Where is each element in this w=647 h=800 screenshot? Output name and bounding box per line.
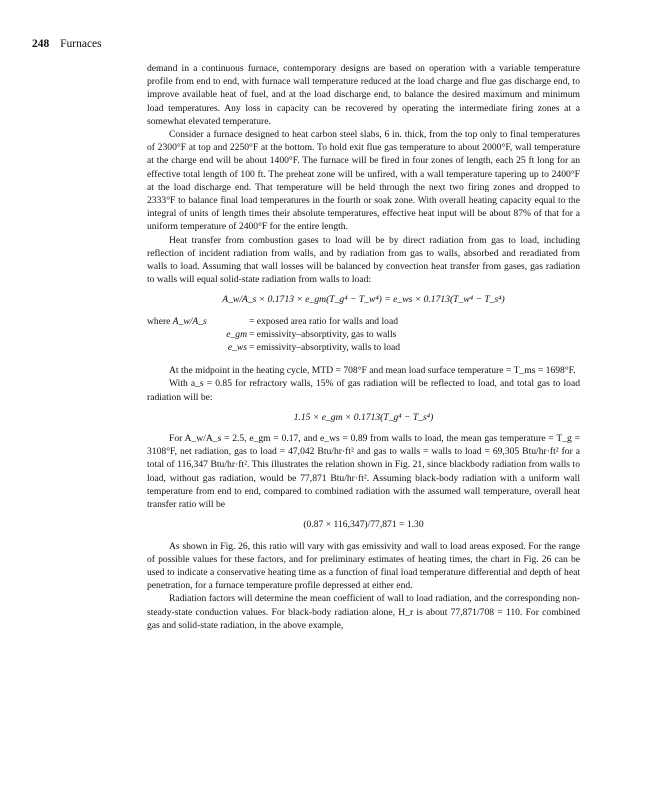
- paragraph: At the midpoint in the heating cycle, MTD = 708°F and mean load surface temperature = T_ms = 1698°F.: [169, 365, 576, 377]
- equation-heat-transfer-ratio: (0.87 × 116,347)/77,871 = 1.30: [303, 519, 424, 531]
- page-body: [147, 62, 580, 632]
- definition-item: [147, 341, 580, 354]
- definition-item: [147, 328, 580, 341]
- definition-symbol: e_gm: [226, 328, 247, 340]
- definition-text: = exposed area ratio for walls and load: [249, 315, 398, 327]
- paragraph: For A_w/A_s = 2.5, e_gm = 0.17, and e_ws = 0.89 from walls to load, the mean gas temperature = T_g = 3108°F, net radiation, gas to load = 47,042 Btu/hr·ft² and gas to walls = walls to load = 69,305 Btu/hr·ft² for a total of 116,347 Btu/hr·ft². This illustrates the relation shown in Fig. 21, since blackbody radiation from walls to load, without gas radiation, would be 77,871 Btu/hr·ft². Assuming black-body radiation with a uniform wall temperature from end to end, compared to combined radiation with the assumed wall temperature, overall heat transfer ratio will be: [147, 433, 580, 511]
- paragraph: As shown in Fig. 26, this ratio will vary with gas emissivity and wall to load areas exposed. For the range of possible values for these factors, and for preliminary estimates of heating times, the chart in Fig. 26 can be used to indicate a conservative heating time as a function of final load temperature differential and depth of heat penetration, for a furnace temperature profile depressed at either end.: [147, 540, 580, 592]
- page-number: 248: [32, 38, 50, 50]
- definition-item: [147, 315, 580, 328]
- definition-symbol: A_w/A_s: [172, 315, 207, 327]
- paragraph: With a_s = 0.85 for refractory walls, 15% of gas radiation will be reflected to load, and total gas to load radiation will be:: [147, 378, 580, 403]
- paragraph: Consider a furnace designed to heat carbon steel slabs, 6 in. thick, from the top only to final temperatures of 2300°F at top and 2250°F at the bottom. To hold exit flue gas temperature to about 2000°F, wall temperature at the charge end will be about 1400°F. The furnace will be fired in four zones of length, each 25 ft long for an effective total length of 100 ft. The preheat zone will be unfired, with a wall temperature tapering up to 2400°F at the load discharge end. That temperature will be held through the next two firing zones and dropped to 2333°F to balance final load temperatures in the fourth or soak zone. With overall heating capacity equal to the integral of units of length times their absolute temperatures, effective heat input will be about 87% of that for a uniform temperature of 2400°F for the entire length.: [147, 129, 580, 233]
- definition-text: = emissivity–absorptivity, gas to walls: [249, 328, 397, 340]
- equation-radiation-balance: A_w/A_s × 0.1713 × e_gm(T_g⁴ − T_w⁴) = e_ws × 0.1713(T_w⁴ − T_s⁴): [222, 294, 505, 306]
- paragraph: Radiation factors will determine the mean coefficient of wall to load radiation, and the corresponding non-steady-state conduction values. For black-body radiation alone, H_r is about 77,871/708 = 110. For combined gas and solid-state radiation, in the above example,: [147, 593, 580, 631]
- paragraph: demand in a continuous furnace, contemporary designs are based on operation with a variable temperature profile from end to end, with furnace wall temperature reduced at the load charge and flue gas discharge end, to improve available heat of fuel, and at the load discharge end, to balance the desired maximum and minimum load temperatures. Any loss in capacity can be recovered by operating the intermediate firing zones at a somewhat elevated temperature.: [147, 63, 580, 127]
- definitions-list: [147, 315, 580, 355]
- page-header: [32, 38, 102, 50]
- definition-text: = emissivity–absorptivity, walls to load: [249, 342, 401, 354]
- definitions-lead: where: [147, 315, 171, 327]
- definition-symbol: e_ws: [227, 342, 247, 354]
- running-title: Furnaces: [60, 38, 102, 50]
- equation-gas-to-load: 1.15 × e_gm × 0.1713(T_g⁴ − T_s⁴): [293, 411, 434, 423]
- paragraph: Heat transfer from combustion gases to load will be by direct radiation from gas to load, including reflection of incident radiation from walls, and by radiation from gas to walls, absorbed and reradiated from walls to load. Assuming that wall losses will be balanced by convection heat transfer from gases, gas radiation to walls will equal solid-state radiation from walls to load:: [147, 234, 580, 286]
